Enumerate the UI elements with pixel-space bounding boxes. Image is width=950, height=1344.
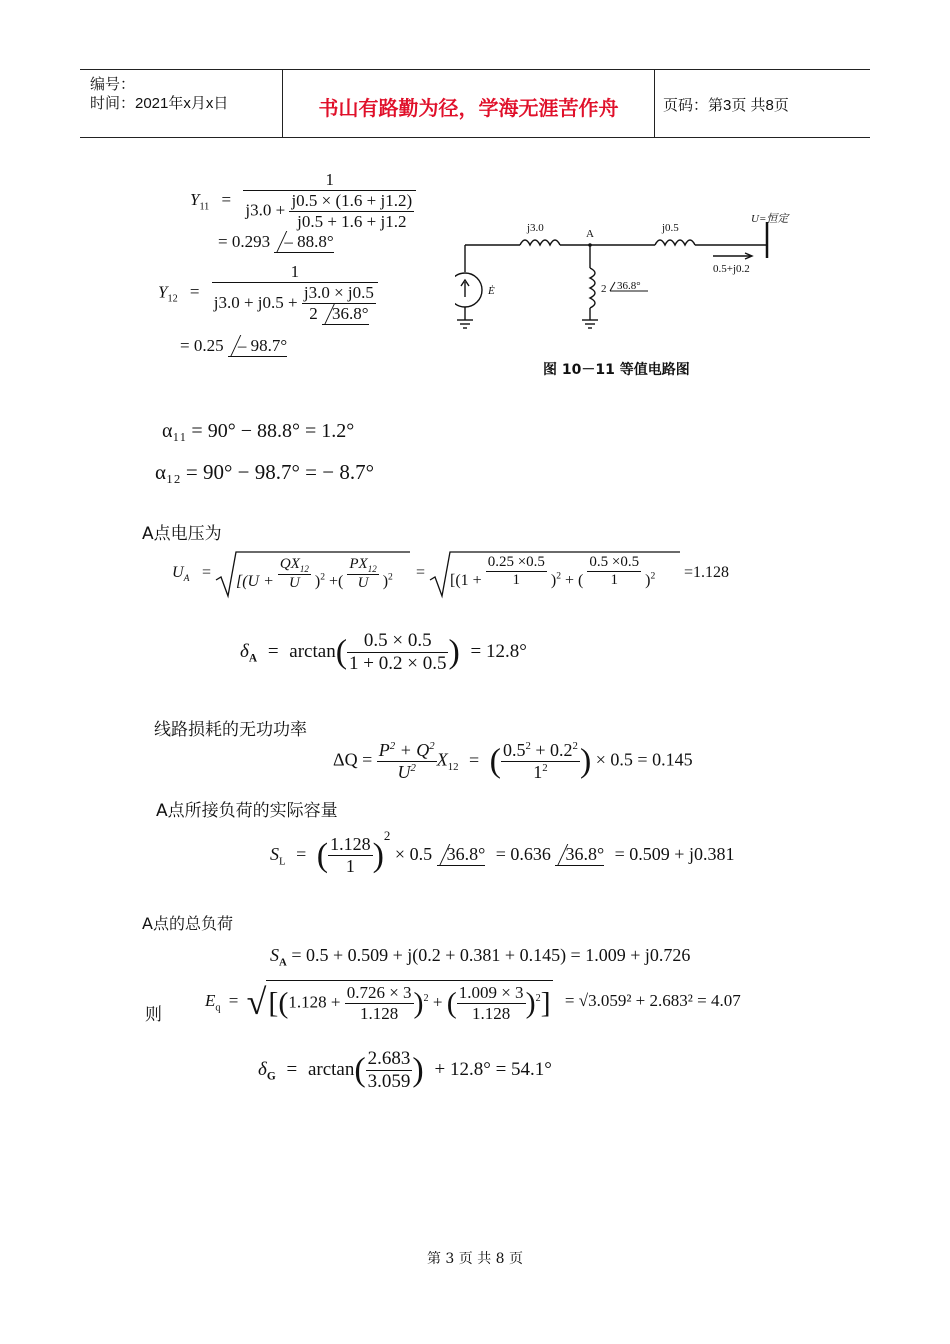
eq-sl: $S_L$ = ( $\frac{1.128}{1}$ )$^2$ × 0.5 36.8° = 0.636 36.8° = 0.509 + j0.381 xyxy=(270,828,735,877)
y11-result-angle: – 88.8° xyxy=(274,233,333,253)
alpha-11: α₁₁ = 90° − 88.8° = 1.2° xyxy=(162,420,355,442)
y12-inner-den-mag: 2 xyxy=(309,304,318,323)
then-label: 则 xyxy=(145,1005,162,1025)
date-label: 时间：2021年x月x日 xyxy=(90,95,229,112)
sa-heading: A点的总负荷 xyxy=(142,914,233,933)
y11-symbol: Y xyxy=(190,189,200,209)
page-footer: 第 3 页 共 8 页 xyxy=(426,1251,524,1267)
sl-den: 1 xyxy=(345,856,355,877)
sl-angle-1: 36.8° xyxy=(437,845,486,866)
sl-symbol: S xyxy=(270,844,279,864)
y12-subscript: 12 xyxy=(167,293,178,305)
y11-result xyxy=(218,232,334,253)
delta-a-symbol: δ xyxy=(240,640,249,662)
label-a: A xyxy=(586,228,594,240)
y11-result-mag: = 0.293 xyxy=(218,232,271,251)
y12-result-angle: – 98.7° xyxy=(228,337,287,357)
y12-den-a: j3.0 + j0.5 + xyxy=(213,292,298,312)
y11-fraction xyxy=(243,170,416,232)
ua-symbol-text: U xyxy=(172,564,184,581)
sa-rest: = 0.5 + 0.509 + j(0.2 + 0.381 + 0.145) = 1.009 + j0.726 xyxy=(291,945,691,965)
eq-delta-q: ΔQ = $\frac{P^2 + Q^2}{U^2}$ $X_{12}$ = ( $\frac{0.5^2 + 0.2^2}{1^2}$ ) × 0.5 = 0.145 xyxy=(333,740,693,782)
label-z: 2 xyxy=(601,283,607,295)
equivalent-circuit-figure xyxy=(455,200,815,385)
y12-numerator: 1 xyxy=(212,262,378,283)
eq-y12: $Y_{12}$ = 1 j3.0 + j0.5 + $\frac{j3.0 \times j0.5}{2 36.8^\circ}$ xyxy=(158,262,378,325)
y11-inner-den: j0.5 + 1.6 + j1.2 xyxy=(297,212,407,231)
label-j30: j3.0 xyxy=(527,222,544,234)
dg-den: 3.059 xyxy=(367,1071,411,1092)
y11-subscript: 11 xyxy=(199,201,210,213)
label-e: Ė xyxy=(488,285,495,297)
dg-num: 2.683 xyxy=(367,1048,411,1069)
eq-result: = √3.059² + 2.683² = 4.07 xyxy=(564,990,741,1010)
eq-eq: $E_q = √[(1.128$ + $\frac{0.726 \times 3}{1.128}$ )$^2$ + ( $\frac{1.009 \times 3}{1.128}$ )$^2$] = √3.059² + 2.683² = 4.07 xyxy=(205,982,741,1023)
header-meta xyxy=(80,70,283,137)
header-motto-cell xyxy=(283,70,655,137)
delta-a-den: 1 + 0.2 × 0.5 xyxy=(349,653,447,674)
sl-angle-2: 36.8° xyxy=(555,845,604,866)
y11-numerator: 1 xyxy=(243,170,416,191)
y11-den-a: j3.0 + xyxy=(245,200,286,220)
dg-symbol: δ xyxy=(258,1058,267,1080)
sl-mid: × 0.5 xyxy=(394,844,433,864)
eq-d2: 1.128 xyxy=(472,1004,511,1023)
ua-symbol: $U_A$ xyxy=(172,564,190,585)
eq-n1: 0.726 × 3 xyxy=(346,983,412,1002)
ua-n2: 0.5 ×0.5 xyxy=(589,554,640,570)
label-j05: j0.5 xyxy=(662,222,679,234)
page-label: 页码：第3页 共8页 xyxy=(663,97,789,114)
ua-d2: 1 xyxy=(610,572,618,588)
y11-inner-num: j0.5 × (1.6 + j1.2) xyxy=(291,191,413,210)
eq-delta-a: $\delta_A = \arctan$( $\frac{0.5 \times 0.5}{1 + 0.2 \times 0.5}$ ) = 12.8° xyxy=(240,630,527,674)
y12-fraction xyxy=(212,262,378,325)
dg-result: + 12.8° = 54.1° xyxy=(434,1058,552,1080)
delta-a-num: 0.5 × 0.5 xyxy=(347,630,448,653)
ua-d1: 1 xyxy=(512,572,521,588)
delta-a-func: arctan xyxy=(289,640,336,662)
y12-symbol: Y xyxy=(158,282,168,302)
label-z-angle: 36.8° xyxy=(617,280,641,292)
node-a-dot xyxy=(588,243,592,247)
eq-symbol: E xyxy=(205,990,216,1010)
page-header xyxy=(80,69,870,138)
sl-result: = 0.509 + j0.381 xyxy=(614,844,735,864)
angle-mark xyxy=(610,282,615,291)
eq-n2: 1.009 × 3 xyxy=(458,983,524,1002)
dq-lhs: ΔQ = xyxy=(333,749,373,770)
header-page-cell xyxy=(655,70,870,137)
y12-inner-den-angle: 36.8° xyxy=(322,305,369,325)
y12-result-mag: = 0.25 xyxy=(180,336,224,355)
y12-result xyxy=(180,336,287,357)
figure-caption: 图 10－11 等值电路图 xyxy=(543,362,690,378)
serial-label: 编号： xyxy=(90,76,136,93)
label-u: U=恒定 xyxy=(751,213,789,225)
eq-y11: $Y_{11}$ = 1 j3.0 + $\frac{j0.5 \times (1.6 + j1.2)}{j0.5 + 1.6 + j1.2}$ xyxy=(190,170,416,232)
alpha-12: α₁₂ = 90° − 98.7° = − 8.7° xyxy=(155,460,374,484)
sa-symbol: S xyxy=(270,945,279,965)
sl-num: 1.128 xyxy=(330,834,371,855)
eq-delta-g: $\delta_G = \arctan$( $\frac{2.683}{3.059}$ ) + 12.8° = 54.1° xyxy=(258,1048,552,1092)
y12-inner-num: j3.0 × j0.5 xyxy=(303,283,374,302)
ua-n1: 0.25 ×0.5 xyxy=(487,554,545,570)
y12-inner-fraction xyxy=(302,283,376,325)
ua-result: =1.128 xyxy=(684,564,730,581)
eq-sa: $S_A = 0.5 + 0.509 + j(0.2 + 0.381 + 0.145) = 1.009 + j0.726$ xyxy=(270,945,691,969)
loss-heading: 线路损耗的无功功率 xyxy=(154,720,307,740)
ua-heading: A点电压为 xyxy=(142,524,222,544)
y11-inner-fraction xyxy=(289,191,414,232)
motto: 书山有路勤为径，学海无涯苦作舟 xyxy=(318,96,619,120)
label-load: 0.5+j0.2 xyxy=(713,263,750,275)
delta-a-result: = 12.8° xyxy=(470,640,527,662)
sl-mag-2: = 0.636 xyxy=(495,844,551,864)
dg-func: arctan xyxy=(307,1058,355,1080)
dq-result: × 0.5 = 0.145 xyxy=(595,749,693,770)
sl-heading: A点所接负荷的实际容量 xyxy=(156,801,338,821)
eq-d1: 1.128 xyxy=(359,1004,399,1023)
